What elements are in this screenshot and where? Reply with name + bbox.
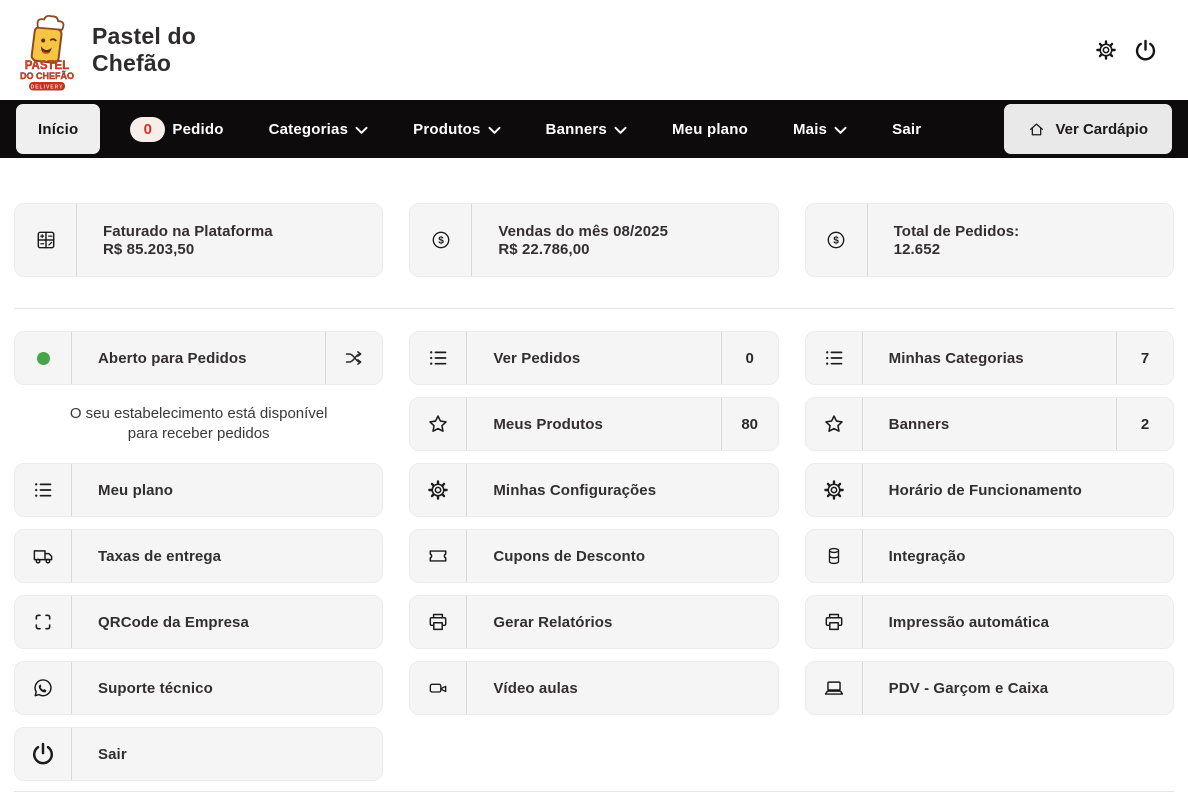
ticket-icon (427, 545, 449, 567)
home-icon (1028, 121, 1045, 138)
section-divider (14, 308, 1174, 309)
brand-logo (16, 12, 78, 92)
stat-card-faturado (14, 203, 383, 277)
card-label: Banners (888, 415, 950, 433)
list-icon (32, 479, 54, 501)
nav-item-sair[interactable] (892, 121, 921, 138)
card-gerar-relatorios[interactable] (409, 595, 778, 649)
star-icon (823, 413, 845, 435)
stat-value: R$ 85.203,50 (103, 240, 195, 258)
gear-icon[interactable] (1095, 39, 1117, 61)
column-right (805, 331, 1174, 715)
store-status-message-line1: O seu estabelecimento está disponível (69, 404, 328, 422)
stat-title: Total de Pedidos: (893, 222, 1020, 240)
nav-item-meu-plano[interactable] (672, 121, 748, 138)
card-taxas-de-entrega[interactable] (14, 529, 383, 583)
chevron-down-icon (614, 126, 627, 135)
list-icon (823, 347, 845, 369)
card-suporte-tecnico[interactable] (14, 661, 383, 715)
card-label: Impressão automática (888, 613, 1050, 631)
nav-item-mais[interactable] (793, 121, 847, 138)
power-icon[interactable] (1133, 38, 1158, 63)
stat-card-total-pedidos (805, 203, 1174, 277)
chevron-down-icon (355, 126, 368, 135)
app-header (0, 0, 1188, 100)
card-label: QRCode da Empresa (98, 613, 249, 631)
nav-item-pedido[interactable] (130, 117, 223, 142)
dashboard-main (0, 203, 1188, 792)
stat-value: R$ 22.786,00 (498, 240, 590, 258)
card-label: Minhas Categorias (888, 349, 1024, 367)
pedido-count-badge: 0 (130, 117, 165, 142)
store-status-card[interactable] (14, 331, 383, 385)
page-title-line1: Pastel do (92, 23, 197, 50)
store-status-message (14, 397, 383, 451)
nav-item-label: Pedido (172, 120, 224, 138)
video-camera-icon (428, 678, 448, 698)
card-label: Minhas Configurações (493, 481, 657, 499)
stat-card-vendas-mes (409, 203, 778, 277)
nav-item-categorias[interactable] (269, 121, 369, 138)
printer-icon (427, 611, 449, 633)
page-title (92, 23, 196, 76)
nav-item-label: Categorias (268, 120, 349, 138)
qrcode-scan-icon (33, 612, 53, 632)
logo-text-line2: DO CHEFÃO (20, 71, 74, 81)
card-meus-produtos[interactable] (409, 397, 778, 451)
truck-icon (32, 545, 54, 567)
card-horario-funcionamento[interactable] (805, 463, 1174, 517)
main-nav (0, 100, 1188, 158)
chevron-down-icon (488, 126, 501, 135)
logo-text-line1: PASTEL (24, 60, 70, 72)
store-status-message-line2: para receber pedidos (127, 425, 270, 442)
stat-value: 12.652 (893, 240, 941, 258)
header-actions (1095, 38, 1158, 63)
ver-cardapio-label: Ver Cardápio (1055, 120, 1148, 138)
card-count: 0 (721, 332, 778, 384)
card-cupons-de-desconto[interactable] (409, 529, 778, 583)
card-video-aulas[interactable] (409, 661, 778, 715)
card-minhas-configuracoes[interactable] (409, 463, 778, 517)
card-label: Suporte técnico (98, 679, 213, 697)
nav-item-label: Meu plano (671, 120, 748, 138)
column-left (14, 331, 383, 781)
card-impressao-automatica[interactable] (805, 595, 1174, 649)
card-qrcode-empresa[interactable] (14, 595, 383, 649)
nav-item-inicio[interactable] (16, 104, 100, 154)
toggle-status-button[interactable] (325, 332, 382, 384)
card-banners[interactable] (805, 397, 1174, 451)
calculator-icon (35, 229, 57, 251)
store-status-label: Aberto para Pedidos (98, 349, 247, 367)
card-label: Gerar Relatórios (493, 613, 613, 631)
card-label: Meu plano (98, 481, 174, 499)
card-count: 2 (1116, 398, 1173, 450)
card-label: Meus Produtos (493, 415, 603, 433)
card-count: 7 (1116, 332, 1173, 384)
page-title-line2: Chefão (92, 50, 172, 76)
column-middle (409, 331, 778, 715)
card-label: Vídeo aulas (493, 679, 578, 697)
card-label: Sair (98, 745, 127, 763)
nav-item-label: Mais (792, 120, 828, 138)
nav-item-label: Início (38, 120, 79, 138)
power-icon (30, 741, 56, 767)
logo-badge-text: DELIVERY (30, 84, 64, 91)
card-label: Integração (888, 547, 966, 565)
stat-title: Vendas do mês 08/2025 (498, 222, 669, 240)
nav-item-banners[interactable] (546, 121, 627, 138)
card-meu-plano[interactable] (14, 463, 383, 517)
card-label: Cupons de Desconto (493, 547, 646, 565)
card-count: 80 (721, 398, 778, 450)
stat-title: Faturado na Plataforma (103, 222, 273, 240)
bottom-divider (14, 791, 1174, 792)
dollar-circle-icon (430, 229, 452, 251)
card-label: Ver Pedidos (493, 349, 581, 367)
card-sair[interactable] (14, 727, 383, 781)
nav-item-label: Produtos (413, 120, 481, 138)
status-dot-green (37, 352, 50, 365)
shuffle-icon (344, 348, 364, 368)
dollar-circle-icon (825, 229, 847, 251)
card-label: Taxas de entrega (98, 547, 222, 565)
card-integracao[interactable] (805, 529, 1174, 583)
gear-icon (427, 479, 449, 501)
star-icon (427, 413, 449, 435)
stats-row (14, 203, 1174, 277)
shortcut-grid (14, 331, 1174, 781)
card-minhas-categorias[interactable] (805, 331, 1174, 385)
ver-cardapio-button[interactable] (1004, 104, 1172, 154)
card-pdv-garcom-caixa[interactable] (805, 661, 1174, 715)
printer-icon (823, 611, 845, 633)
laptop-icon (823, 677, 845, 699)
database-icon (824, 546, 844, 566)
card-label: PDV - Garçom e Caixa (888, 679, 1049, 697)
whatsapp-icon (32, 677, 54, 699)
nav-item-label: Banners (545, 120, 607, 138)
nav-item-produtos[interactable] (413, 121, 500, 138)
list-icon (427, 347, 449, 369)
card-ver-pedidos[interactable] (409, 331, 778, 385)
nav-item-label: Sair (892, 120, 922, 138)
chevron-down-icon (834, 126, 847, 135)
card-label: Horário de Funcionamento (888, 481, 1082, 499)
gear-icon (823, 479, 845, 501)
